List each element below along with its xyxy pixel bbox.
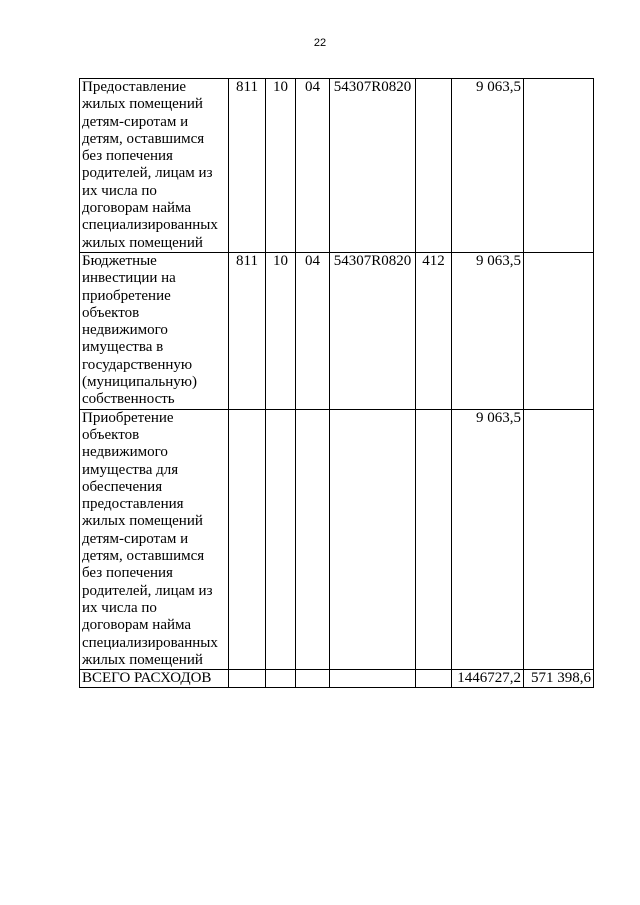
row-sum-2: [524, 252, 594, 409]
total-sum-1: 1446727,2: [452, 670, 524, 688]
row-code-subsection: 04: [296, 79, 330, 253]
row-code-subsection: [296, 409, 330, 669]
table-row: [80, 252, 594, 409]
row-code-ministry: [229, 409, 266, 669]
row-name: Бюджетные инвестиции на приобретение объектов недвижимого имущества в государственную (муниципальную) собственность: [80, 252, 229, 409]
row-code-ministry: 811: [229, 252, 266, 409]
row-name: Приобретение объектов недвижимого имущества для обеспечения предоставления жилых помещений детям-сиротам и детям, оставшимся без попечения родителей, лицам из их числа по договорам найма специализированных жилых помещений: [80, 409, 229, 669]
total-empty-cell: [296, 670, 330, 688]
row-code-ministry: 811: [229, 79, 266, 253]
row-code-target: 54307R0820: [330, 79, 416, 253]
table-row: [80, 409, 594, 669]
row-sum-2: [524, 409, 594, 669]
row-sum-2: [524, 79, 594, 253]
row-name: Предоставление жилых помещений детям-сиротам и детям, оставшимся без попечения родителей, лицам из их числа по договорам найма специализированных жилых помещений: [80, 79, 229, 253]
total-empty-cell: [266, 670, 296, 688]
total-empty-cell: [229, 670, 266, 688]
row-code-expense-type: 412: [416, 252, 452, 409]
row-code-section: 10: [266, 252, 296, 409]
total-row: [80, 670, 594, 688]
total-sum-2: 571 398,6: [524, 670, 594, 688]
total-empty-cell: [416, 670, 452, 688]
row-sum-1: 9 063,5: [452, 409, 524, 669]
budget-table: [79, 78, 594, 688]
row-code-expense-type: [416, 79, 452, 253]
page-number: 22: [313, 37, 327, 49]
total-label: ВСЕГО РАСХОДОВ: [80, 670, 229, 688]
row-code-section: 10: [266, 79, 296, 253]
row-code-section: [266, 409, 296, 669]
total-empty-cell: [330, 670, 416, 688]
table-row: [80, 79, 594, 253]
row-code-expense-type: [416, 409, 452, 669]
row-code-target: 54307R0820: [330, 252, 416, 409]
row-code-subsection: 04: [296, 252, 330, 409]
row-sum-1: 9 063,5: [452, 79, 524, 253]
row-sum-1: 9 063,5: [452, 252, 524, 409]
row-code-target: [330, 409, 416, 669]
